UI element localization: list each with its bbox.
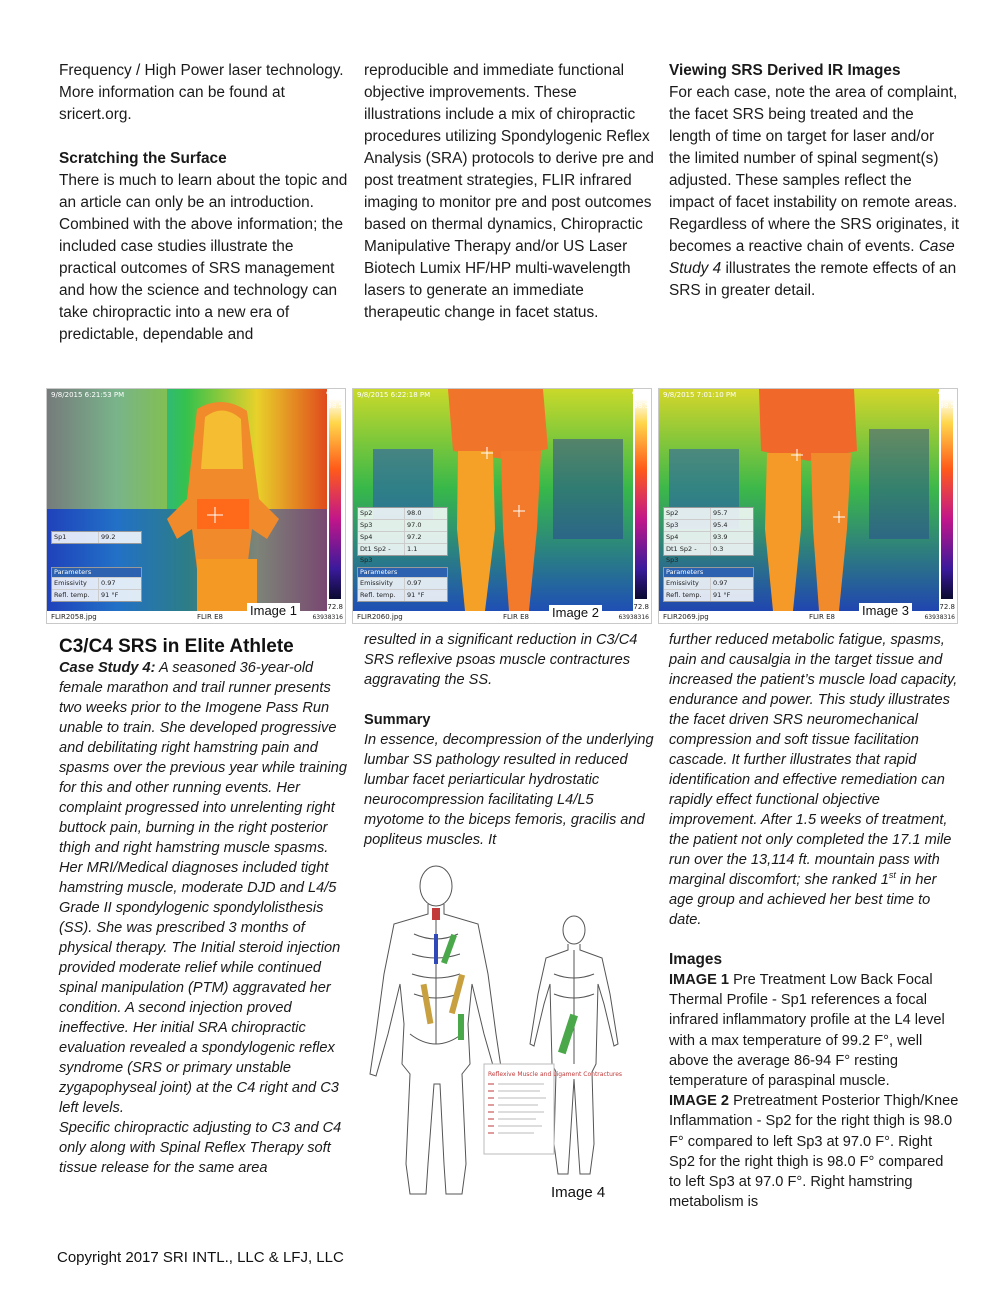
image-2-min: 72.8 <box>633 603 649 611</box>
image-4-label: Image 4 <box>551 1184 606 1201</box>
column-1 <box>59 60 349 346</box>
image-3-parameters: Parameters Emissivity 0.97 Refl. temp. 91 °F <box>663 567 754 602</box>
image-3-measurements: Sp2 95.7 Sp3 95.4 Sp4 93.9 Dt1 Sp2 - Sp3 0.3 <box>663 507 754 556</box>
image-1-max: 98.5 <box>327 402 343 410</box>
image-1-min: 72.8 <box>327 603 343 611</box>
image-1-filename: FLIR2058.jpg <box>51 613 97 621</box>
viewing-heading: Viewing SRS Derived IR Images <box>669 62 901 79</box>
image-2-camera: FLIR E8 <box>503 613 529 621</box>
scratching-heading: Scratching the Surface <box>59 150 227 167</box>
image-3-camera: FLIR E8 <box>809 613 835 621</box>
image-3-max: 98.5 <box>939 402 955 410</box>
image-2-serial: 63938316 <box>618 614 649 621</box>
anatomy-figure <box>354 864 624 1204</box>
col2b-paragraph-1: resulted in a significant reduction in C3/C4 SRS reflexive psoas muscle contractures aggravating the SS. <box>364 632 638 688</box>
image-2-max: 98.5 <box>633 402 649 410</box>
thermal-image-1 <box>46 388 346 624</box>
case-study-body: Case Study 4: A seasoned 36-year-old female marathon and trail runner presents two weeks prior to the Imogene Pass Run unable to train. She developed progressive and debilitating right hamstring pain and spasms over the previous year while training for this and other running events. Her complaint progressed into unrelenting right buttock pain, burning in the right posterior thigh and right hamstring muscle spasms. Her MRI/Medical diagnoses included tight hamstring muscle, moderate DJD and L4/5 Grade II spondylogenic spondylolisthesis (SS). She was prescribed 3 months of physical therapy. The Initial steroid injection provided moderate relief while continued spinal manipulation (PTM) aggravated her condition. A second injection proved ineffective. Her initial SRA chiropractic evaluation revealed a spondylogenic reflex syndrome (SRS or primary unstable zygapophyseal joint) at the C4 right and C3 left levels. <box>59 660 347 1116</box>
col3b-paragraph-1: further reduced metabolic fatigue, spasms, pain and causalgia in the target tissue and increased the patient’s muscle load capacity, endurance and power. This study illustrates the facet driven SRS neuromechanical compression and soft tissue facilitation cascade. It further illustrates that rapid identification and effective remediation can rapidly effect functional objective improvement. After 1.5 weeks of treatment, the patient not only completed the 17.1 mile run over the 13,114 ft. mountain pass with marginal discomfort; she ranked 1st in her age group and achieved her best time to date. <box>669 632 958 928</box>
thermal-image-3 <box>658 388 958 624</box>
image-2-label: Image 2 <box>549 605 602 620</box>
images-column <box>669 630 959 1212</box>
image-3-serial: 63938316 <box>924 614 955 621</box>
image-1-unit: °F <box>325 391 333 399</box>
image-2-description: IMAGE 2 Pretreatment Posterior Thigh/Knee Inflammation - Sp2 for the right thigh is 98.0 F° compared to left Sp3 at 97.0 F°. Right Sp2 for the right thigh is 98.0 F° compared to left Sp3 at 97.0 F°. Right hamstring metabolism is <box>669 1093 959 1211</box>
image-1-timestamp: 9/8/2015 6:21:53 PM <box>51 391 125 399</box>
image-1-label: Image 1 <box>247 603 300 618</box>
image-1-measurements: Sp1 99.2 <box>51 531 142 544</box>
summary-heading: Summary <box>364 712 431 728</box>
col1-paragraph-1: Frequency / High Power laser technology. More information can be found at sricert.org. <box>59 62 344 123</box>
anatomy-chart-title: Reflexive Muscle and Ligament Contractures <box>488 1071 623 1078</box>
col3-paragraph-1: For each case, note the area of complaint, the facet SRS being treated and the length of time on target for laser and/or the limited number of spinal segment(s) adjusted. These samples reflect the impact of facet instability on remote areas. Regardless of where the SRS originates, it becomes a reactive chain of events. Case Study 4 illustrates the remote effects of an SRS in greater detail. <box>669 84 960 299</box>
case-study-title: C3/C4 SRS in Elite Athlete <box>59 636 294 657</box>
case-study-column <box>59 658 349 1178</box>
anatomy-graphic <box>354 864 624 1204</box>
copyright-footer: Copyright 2017 SRI INTL., LLC & LFJ, LLC <box>57 1249 344 1266</box>
image-3-timestamp: 9/8/2015 7:01:10 PM <box>663 391 737 399</box>
image-1-serial: 63938316 <box>312 614 343 621</box>
summary-column <box>364 630 654 850</box>
case-study-body-2: Specific chiropractic adjusting to C3 and C4 only along with Spinal Reflex Therapy soft tissue release for the same area <box>59 1120 342 1176</box>
image-2-parameters: Parameters Emissivity 0.97 Refl. temp. 91 °F <box>357 567 448 602</box>
thermal-image-2 <box>352 388 652 624</box>
col1-paragraph-2: There is much to learn about the topic and an article can only be an introduction. Combined with the above information; the included case studies illustrate the practical outcomes of SRS management and how the science and technology can take chiropractic into a new era of predictable, dependable and <box>59 172 348 343</box>
image-2-unit: °F <box>631 391 639 399</box>
image-2-filename: FLIR2060.jpg <box>357 613 403 621</box>
image-3-min: 72.8 <box>939 603 955 611</box>
image-1-description: IMAGE 1 Pre Treatment Low Back Focal Thermal Profile - Sp1 references a focal infrared inflammatory profile at the L4 level with a max temperature of 99.2 F°, well above the average 86-94 F° resting temperature of paraspinal muscle. <box>669 972 945 1090</box>
image-3-unit: °F <box>937 391 945 399</box>
image-1-parameters: Parameters Emissivity 0.97 Refl. temp. 91 °F <box>51 567 142 602</box>
summary-paragraph: In essence, decompression of the underlying lumbar SS pathology resulted in reduced lumbar facet periarticular hydrostatic neurocompression facilitating L4/L5 myotome to the biceps femoris, gracilis and popliteus muscles. It <box>364 732 654 848</box>
image-1-camera: FLIR E8 <box>197 613 223 621</box>
column-2 <box>364 60 654 324</box>
images-heading: Images <box>669 951 723 968</box>
image-2-measurements: Sp2 98.0 Sp3 97.0 Sp4 97.2 Dt1 Sp2 - Sp3 1.1 <box>357 507 448 556</box>
col2-paragraph-1: reproducible and immediate functional objective improvements. These illustrations include a mix of chiropractic procedures utilizing Spondylogenic Reflex Analysis (SRA) protocols to derive pre and post treatment strategies, FLIR infrared imaging to monitor pre and post outcomes based on thermal dynamics, Chiropractic Manipulative Therapy and/or US Laser Biotech Lumix HF/HP multi-wavelength lasers to generate an immediate therapeutic change in facet status. <box>364 62 654 321</box>
image-3-label: Image 3 <box>859 603 912 618</box>
image-3-filename: FLIR2069.jpg <box>663 613 709 621</box>
image-2-timestamp: 9/8/2015 6:22:18 PM <box>357 391 431 399</box>
column-3 <box>669 60 959 302</box>
thermal-images-row <box>46 388 956 624</box>
